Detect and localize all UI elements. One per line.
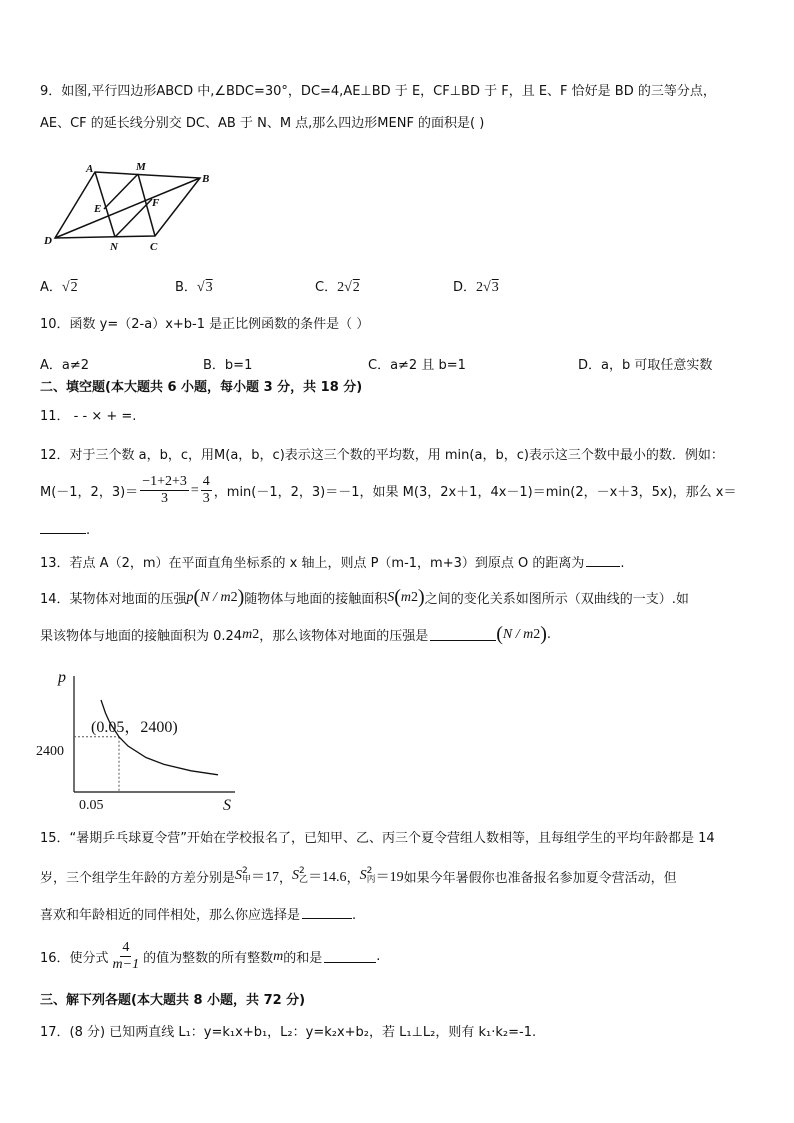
x-tick-label: 0.05	[79, 798, 104, 813]
q12-answer: .	[40, 521, 90, 538]
q9-line1: 9．如图,平行四边形ABCD 中,∠BDC=30°，DC=4,AE⊥BD 于 E，CF⊥BD 于 F，且 E、F 恰好是 BD 的三等分点，	[40, 84, 716, 99]
parallelogram-abcd	[55, 172, 200, 238]
q13: 13．若点 A（2，m）在平面直角坐标系的 x 轴上，则点 P（m-1，m+3）到原点 O 的距离为 .	[40, 556, 625, 571]
q9-option-d: D．2√3	[453, 280, 499, 295]
label-c: C	[150, 241, 158, 253]
parallelogram-figure	[40, 160, 220, 255]
q10-option-d: D．a，b 可取任意实数	[578, 358, 713, 373]
y-axis-label: p	[58, 669, 66, 686]
section3-title: 三、解下列各题(本大题共 8 小题，共 72 分)	[40, 993, 306, 1008]
point-label: (0.05，2400)	[91, 719, 178, 736]
q16-fraction: $\frac{4}{m-1}$	[112, 940, 140, 972]
q11-text: 11． - - × + =.	[40, 409, 137, 424]
q14-line2: 果该物体与地面的接触面积为 0.24 m 2 ，那么该物体对地面的压强是 ( N / m 2 ) .	[40, 623, 552, 645]
q12-fraction-2: $\frac{4}{3}$	[202, 474, 210, 506]
x-axis-label: S	[223, 797, 231, 814]
label-n: N	[110, 241, 118, 253]
q10-option-a: A．a≠2	[40, 358, 90, 373]
segment-me	[104, 174, 138, 209]
q10-option-c: C．a≠2 且 b=1	[368, 358, 466, 373]
q12-fraction-1: $\frac{-1+2+3}{3}$	[142, 474, 187, 506]
section2-title: 二、填空题(本大题共 6 小题，每小题 3 分，共 18 分)	[40, 380, 363, 395]
q9-option-b: B．√3	[175, 280, 213, 295]
q10-option-b: B．b=1	[203, 358, 253, 373]
label-b: B	[202, 173, 210, 185]
q9-option-a: A．√2	[40, 280, 78, 295]
label-a: A	[86, 163, 94, 175]
q15-answer-blank[interactable]	[302, 906, 352, 919]
label-e: E	[94, 203, 102, 215]
q9-line2: AE、CF 的延长线分别交 DC、AB 于 N、M 点,那么四边形MENF 的面积是( )	[40, 116, 485, 131]
q12-answer-blank[interactable]	[40, 521, 86, 534]
q10-stem: 10．函数 y=（2-a）x+b-1 是正比例函数的条件是（ ）	[40, 317, 370, 332]
q16-answer-blank[interactable]	[324, 950, 376, 963]
label-f: F	[152, 197, 160, 209]
q15-line2: 岁，三个组学生年龄的方差分别是 S 2 甲 ＝17 ， S 2 乙 ＝14.6 ， S 2 丙 ＝19 如果今年暑假你也准备报名参加夏令营活动，但	[40, 866, 677, 886]
q15-line3: 喜欢和年龄相近的同伴相处，那么你应选择是 .	[40, 908, 357, 923]
q9-option-c: C．2√2	[315, 280, 360, 295]
segment-nf	[115, 199, 152, 237]
pressure-area-graph	[30, 662, 245, 814]
y-tick-label: 2400	[36, 744, 64, 759]
label-d: D	[44, 235, 52, 247]
q17-text: 17．(8 分) 已知两直线 L₁：y=k₁x+b₁，L₂：y=k₂x+b₂，若 L₁⊥L₂，则有 k₁·k₂=-1.	[40, 1025, 537, 1040]
q12-line2: M(－1，2，3)＝ $\frac{-1+2+3}{3}$ = $\frac{4}{3}$ ，min(－1，2，3)＝－1，如果 M(3，2x＋1，4x－1)＝min(2，－x＋3，5x)，那么 x＝	[40, 474, 737, 506]
label-m: M	[136, 161, 146, 173]
q14-answer-blank[interactable]	[430, 628, 496, 641]
q13-answer-blank[interactable]	[586, 554, 620, 567]
q14-line1: 14．某物体对地面的压强 p ( N / m 2 ) 随物体与地面的接触面积 S ( m 2 ) 之间的变化关系如图所示（双曲线的一支）.如	[40, 586, 689, 608]
q12-line1: 12．对于三个数 a，b，c，用M(a，b，c)表示这三个数的平均数，用 min(a，b，c)表示这三个数中最小的数．例如：	[40, 448, 724, 463]
q16: 16．使分式 $\frac{4}{m-1}$ 的值为整数的所有整数 m 的和是 .	[40, 940, 381, 972]
q15-line1: 15．“暑期乒乓球夏令营”开始在学校报名了，已知甲、乙、丙三个夏令营组人数相等，且每组学生的平均年龄都是 14	[40, 831, 715, 846]
diagonal-bd	[55, 178, 200, 238]
